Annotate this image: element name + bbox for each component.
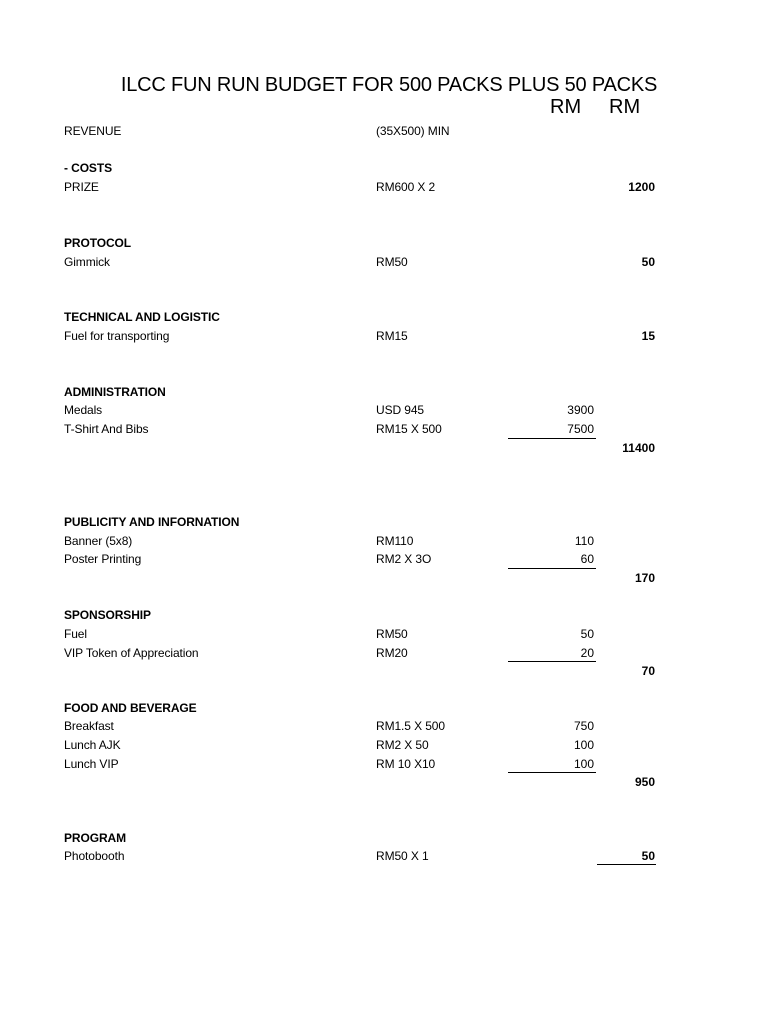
line-item-label: Medals — [64, 403, 103, 417]
line-item-label: Photobooth — [64, 849, 125, 863]
line-item-amount: 20 — [580, 646, 594, 660]
line-item-detail: RM50 — [376, 255, 408, 269]
line-item-detail: RM110 — [376, 534, 414, 548]
section-subtotal: 950 — [634, 775, 655, 789]
section-heading-protocol: PROTOCOL — [64, 236, 131, 250]
revenue-detail: (35X500) MIN — [376, 124, 450, 138]
section-subtotal: 170 — [634, 571, 655, 585]
line-item-detail: RM50 — [376, 627, 408, 641]
line-item-detail: RM20 — [376, 646, 408, 660]
prize-total: 1200 — [628, 180, 655, 194]
line-item-label: Poster Printing — [64, 552, 142, 566]
subtotal-rule — [508, 438, 596, 439]
line-item-label: VIP Token of Appreciation — [64, 646, 199, 660]
line-item-amount: 7500 — [567, 422, 594, 436]
section-heading-technical: TECHNICAL AND LOGISTIC — [64, 310, 220, 324]
line-item-label: Gimmick — [64, 255, 110, 269]
line-item-label: T-Shirt And Bibs — [64, 422, 149, 436]
line-item-amount: 50 — [580, 627, 594, 641]
line-item-label: Lunch VIP — [64, 757, 119, 771]
line-item-detail: RM1.5 X 500 — [376, 719, 445, 733]
rm-column-header-total: RM — [609, 96, 641, 118]
line-item-amount: 110 — [574, 534, 594, 548]
subtotal-rule — [508, 661, 596, 662]
line-item-total: 15 — [641, 329, 655, 343]
line-item-detail: USD 945 — [376, 403, 424, 417]
costs-label: - COSTS — [64, 161, 112, 175]
line-item-label: Fuel for transporting — [64, 329, 170, 343]
line-item-amount: 60 — [580, 552, 594, 566]
subtotal-rule — [508, 772, 596, 773]
line-item-detail: RM15 X 500 — [376, 422, 442, 436]
line-item-amount: 100 — [573, 738, 594, 752]
line-item-label: Lunch AJK — [64, 738, 121, 752]
line-item-amount: 3900 — [567, 403, 594, 417]
rm-column-header-amount: RM — [550, 96, 582, 118]
total-rule — [597, 864, 656, 865]
section-heading-publicity: PUBLICITY AND INFORNATION — [64, 515, 240, 529]
section-subtotal: 11400 — [622, 441, 655, 455]
document-title: ILCC FUN RUN BUDGET FOR 500 PACKS PLUS 50 PACKS — [120, 74, 658, 96]
prize-detail: RM600 X 2 — [376, 180, 436, 194]
line-item-total: 50 — [641, 849, 655, 863]
line-item-label: Fuel — [64, 627, 87, 641]
section-heading-food: FOOD AND BEVERAGE — [64, 701, 197, 715]
section-heading-administration: ADMINISTRATION — [64, 385, 166, 399]
line-item-amount: 100 — [573, 757, 594, 771]
line-item-detail: RM15 — [376, 329, 408, 343]
section-subtotal: 70 — [641, 664, 655, 678]
subtotal-rule — [508, 568, 596, 569]
line-item-detail: RM50 X 1 — [376, 849, 429, 863]
section-heading-sponsorship: SPONSORSHIP — [64, 608, 151, 622]
line-item-detail: RM2 X 50 — [376, 738, 429, 752]
line-item-amount: 750 — [573, 719, 594, 733]
line-item-detail: RM 10 X10 — [376, 757, 436, 771]
line-item-label: Banner (5x8) — [64, 534, 133, 548]
prize-label: PRIZE — [64, 180, 99, 194]
section-heading-program: PROGRAM — [64, 831, 126, 845]
line-item-detail: RM2 X 3O — [376, 552, 432, 566]
line-item-label: Breakfast — [64, 719, 114, 733]
line-item-total: 50 — [641, 255, 655, 269]
revenue-label: REVENUE — [64, 124, 122, 138]
